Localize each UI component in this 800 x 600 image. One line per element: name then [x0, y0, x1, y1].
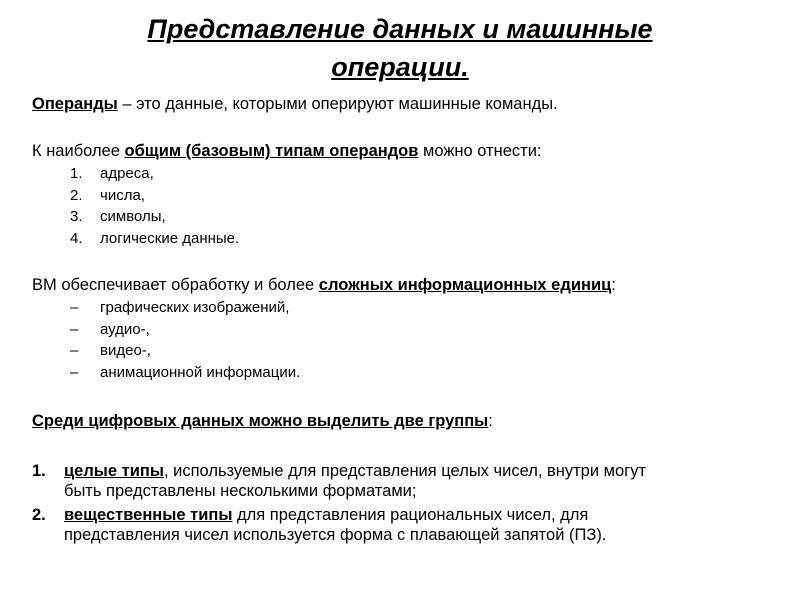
digital-groups-heading-text: Среди цифровых данных можно выделить две группы [32, 412, 489, 430]
group-text-line-1: , используемые для представления целых чисел, внутри могут [163, 462, 647, 480]
list-item-text: адреса, [100, 165, 154, 182]
group-text-line-2: быть представлены несколькими форматами; [64, 482, 417, 500]
group-number: 1. [32, 462, 46, 480]
base-types-intro-post: можно отнести: [418, 142, 542, 160]
list-item [70, 297, 300, 319]
group-number: 2. [32, 506, 46, 524]
page-title [0, 10, 800, 86]
list-item [70, 228, 239, 250]
base-types-intro-pre: К наиболее [32, 142, 125, 160]
list-marker: 3. [70, 208, 83, 225]
group-text-line-2: представления чисел используется форма с плавающей запятой (ПЗ). [64, 526, 607, 544]
list-item-text: анимационной информации. [100, 363, 301, 381]
complex-units-intro [32, 274, 780, 296]
group-term: целые типы [64, 462, 164, 480]
list-marker: – [70, 363, 79, 381]
base-types-term: общим (базовым) типам операндов [124, 142, 419, 160]
operands-term: Операнды [32, 95, 118, 113]
complex-units-intro-pre: ВМ обеспечивает обработку и более [32, 276, 319, 294]
list-item-text: символы, [100, 208, 166, 225]
group-item-real [32, 505, 782, 545]
list-item-text: числа, [100, 186, 145, 204]
list-item [70, 362, 300, 384]
complex-units-intro-post: : [611, 276, 616, 294]
operands-definition-text: – это данные, которыми оперируют машинные команды. [117, 95, 558, 113]
complex-units-term: сложных информационных единиц [318, 276, 612, 294]
list-item [70, 319, 300, 341]
list-item-text: графических изображений, [100, 299, 290, 316]
digital-groups-heading-post: : [488, 412, 493, 430]
list-item [70, 163, 239, 185]
group-text-line-1: для представления рациональных чисел, для [232, 506, 589, 524]
list-marker: 2. [70, 186, 83, 204]
list-marker: 1. [70, 165, 83, 182]
complex-units-list [70, 297, 300, 383]
list-item [70, 185, 239, 207]
title-line-1: Представление данных и машинные [147, 14, 653, 44]
operands-definition [32, 93, 780, 115]
list-item [70, 206, 239, 228]
list-marker: – [70, 299, 79, 316]
group-item-integer [32, 461, 782, 501]
list-marker: 4. [70, 229, 83, 247]
list-item-text: видео-, [100, 342, 151, 359]
list-item-text: аудио-, [100, 320, 150, 338]
base-types-intro [32, 140, 780, 162]
list-marker: – [70, 320, 79, 338]
list-marker: – [70, 342, 79, 359]
list-item-text: логические данные. [100, 229, 240, 247]
base-types-list [70, 163, 239, 249]
group-term: вещественные типы [64, 506, 233, 524]
title-line-2: операции. [331, 52, 469, 82]
list-item [70, 340, 300, 362]
digital-groups-heading [32, 410, 780, 432]
